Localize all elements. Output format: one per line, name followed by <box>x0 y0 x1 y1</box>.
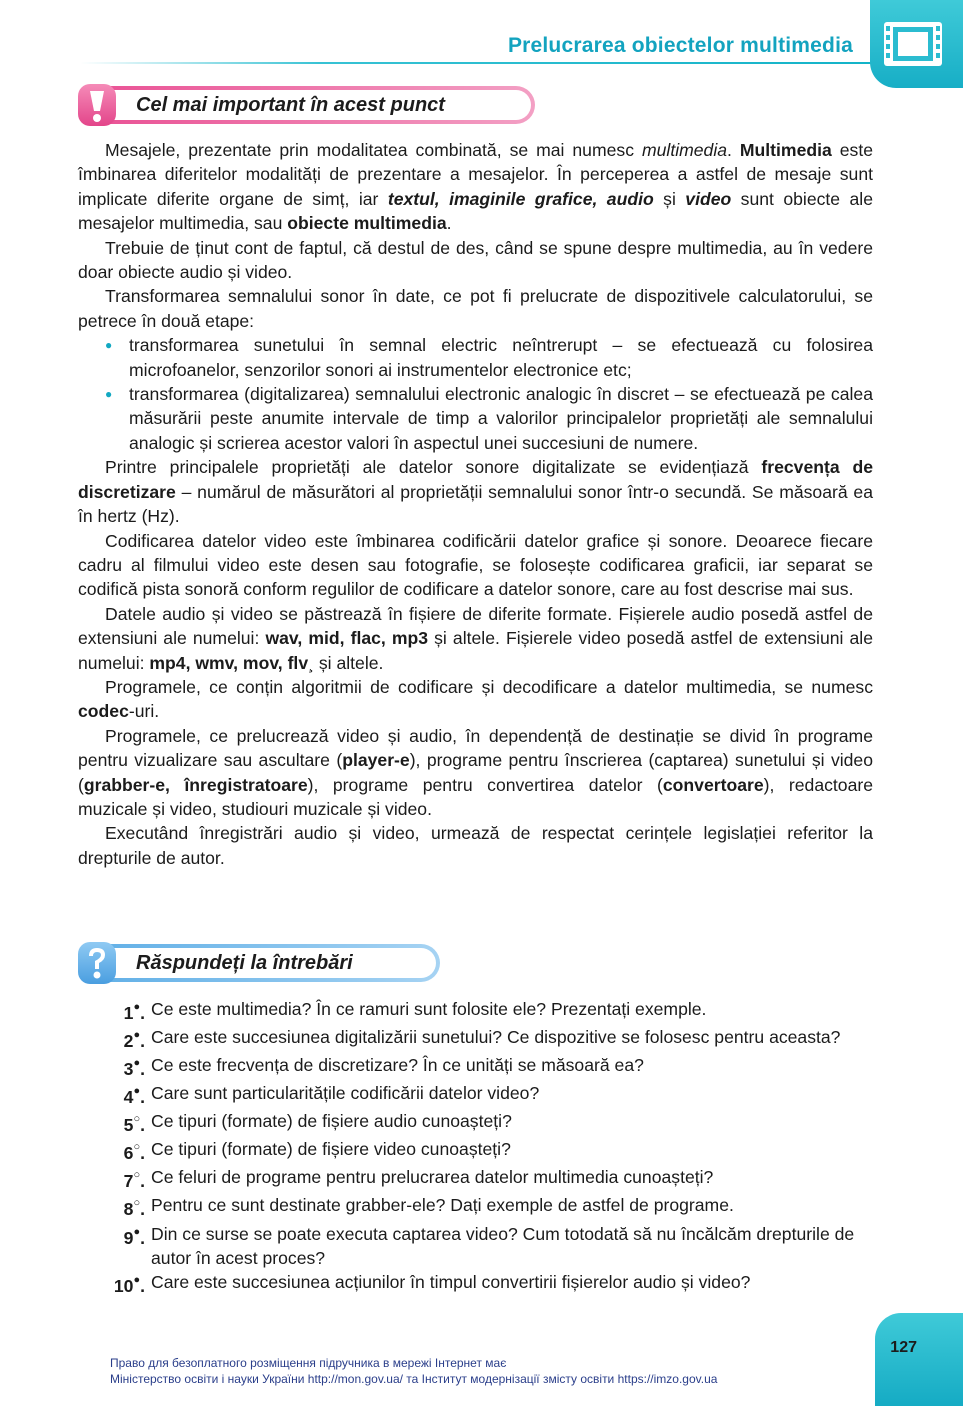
question-text: Care este succesiunea acțiunilor în timpul convertirii fișierelor audio și video? <box>151 1271 751 1292</box>
question-number: 8○. <box>123 1197 145 1220</box>
paragraphs-intro <box>78 138 873 333</box>
difficulty-mark-icon: ● <box>133 1001 141 1013</box>
paragraph: Trebuie de ținut cont de faptul, că destul de des, când se spune despre multimedia, au în vedere doar obiecte audio și video. <box>78 237 873 283</box>
difficulty-mark-icon: ● <box>133 1029 141 1042</box>
question-icon <box>78 942 116 984</box>
question-number: 10●. <box>113 1273 145 1296</box>
question-number: 5○. <box>123 1113 145 1136</box>
questions-banner <box>78 944 440 982</box>
paragraph: Programele, ce prelucrează video și audio, în dependență de destinație se divid în programe pentru vizualizare sau ascultare (player-e), programe pentru înscrierea (captarea) sunetului și video (grabber-e, înregistratoare), programe pentru convertirea datelor (convertoare), redactoare muzicale și video, studiouri muzicale și video. <box>78 725 874 819</box>
question-item <box>78 1137 873 1165</box>
chapter-title: Prelucrarea obiectelor multimedia <box>507 34 853 57</box>
question-number: 6○. <box>123 1141 145 1164</box>
footer-line-1: Право для безоплатного розміщення підручника в мережі Інтернет має <box>110 1356 507 1370</box>
question-item <box>78 1109 873 1137</box>
question-item <box>78 1270 873 1298</box>
paragraph: Printre principalele proprietăți ale datelor sonore digitalizate se evidențiază frecvența de discretizare – numărul de măsurători al proprietății semnalului sonor într-o secundă. Se măsoară ea în hertz (Hz). <box>78 457 873 527</box>
important-banner <box>78 86 535 124</box>
difficulty-mark-icon: ● <box>133 1085 141 1098</box>
bullet-item: ● transformarea (digitalizarea) semnalului electronic analogic în discret – se efectuează pe calea măsurării peste anumite intervale de timp a valorilor principalelor proprietăți ale semnalului analogic și scrierea acestor valori în aspectul unei succesiuni de numere. <box>129 382 873 455</box>
question-item <box>78 1165 873 1193</box>
question-text: Care este succesiunea digitalizării sunetului? Ce dispozitive se folosesc pentru aceasta? <box>151 1027 841 1048</box>
header-tab <box>870 0 963 88</box>
difficulty-mark-icon: ○ <box>133 1169 141 1182</box>
bullet-list <box>78 333 873 455</box>
bullet-item: ● transformarea sunetului în semnal electric neîntrerupt – se efectuează cu folosirea microfoanelor, senzorilor sonori ai instrumentelor electronice etc; <box>129 333 873 382</box>
question-item <box>78 1193 873 1221</box>
question-text: Pentru ce sunt destinate grabber-ele? Dați exemple de astfel de programe. <box>151 1195 734 1216</box>
paragraph: Mesajele, prezentate prin modalitatea combinată, se mai numesc multimedia. Multimedia este îmbinarea diferitelor modalități de prezentare a mesajelor. În perceperea a astfel de mesaje sunt implicate diferite organe de simț, iar textul, imaginile grafice, audio și video sunt obiecte ale mesajelor multimedia, sau obiecte multimedia. <box>78 140 874 234</box>
difficulty-mark-icon: ○ <box>133 1141 141 1154</box>
question-text: Din ce surse se poate executa captarea video? Cum totodată să nu încălcăm drepturile de autor în acest proces? <box>151 1223 855 1268</box>
question-item <box>78 1053 873 1081</box>
exclamation-icon <box>78 84 116 126</box>
question-number: 4●. <box>123 1085 145 1108</box>
question-item <box>78 1025 873 1053</box>
question-list <box>78 997 873 1298</box>
question-item <box>78 1081 873 1109</box>
paragraph: Programele, ce conțin algoritmii de codificare și decodificare a datelor multimedia, se numesc codec-uri. <box>78 676 873 722</box>
question-item <box>78 997 873 1025</box>
paragraph: Executând înregistrări audio și video, urmează de respectat cerințele legislației referitor la drepturile de autor. <box>78 823 873 868</box>
footer-line-2: Міністерство освіти і науки України http://mon.gov.ua/ та Інститут модернізації змісту освіти https://imzo.gov.ua <box>110 1371 718 1386</box>
question-text: Ce tipuri (formate) de fișiere audio cunoașteți? <box>151 1111 512 1132</box>
question-text: Ce feluri de programe pentru prelucrarea datelor multimedia cunoașteți? <box>151 1167 714 1188</box>
question-number: 9●. <box>123 1225 145 1248</box>
question-text: Ce tipuri (formate) de fișiere video cunoașteți? <box>151 1139 511 1160</box>
difficulty-mark-icon: ● <box>133 1273 141 1286</box>
header-rule <box>80 62 880 64</box>
page-tab <box>875 1313 963 1406</box>
paragraphs-main <box>78 455 873 870</box>
film-strip-icon <box>884 22 942 66</box>
page-number: 127 <box>890 1339 917 1356</box>
question-text: Ce este multimedia? În ce ramuri sunt folosite ele? Prezentați exemple. <box>151 999 707 1019</box>
main-text <box>78 138 873 870</box>
difficulty-mark-icon: ○ <box>133 1113 141 1126</box>
paragraph: Datele audio și video se păstrează în fișiere de diferite formate. Fișierele audio posedă astfel de extensiuni ale numelui: wav, mid, flac, mp3 și altele. Fișierele video posedă astfel de extensiuni ale numelui: mp4, wmv, mov, flv¸ și altele. <box>78 603 873 673</box>
difficulty-mark-icon: ● <box>133 1225 141 1238</box>
paragraph: Codificarea datelor video este îmbinarea codificării datelor grafice și sonore. Deoarece fiecare cadru al filmului video este desen sau fotografie, se folosește codificarea graficii, iar separat se codifică pista sonoră conform regulilor de codificare a datelor sonore, care au fost descrise mai sus. <box>78 530 873 600</box>
question-number: 2●. <box>123 1029 145 1051</box>
footer-notice <box>110 1356 717 1387</box>
important-banner-label: Cel mai important în acest punct <box>136 94 445 116</box>
difficulty-mark-icon: ○ <box>133 1197 141 1210</box>
question-number: 1●. <box>123 1001 145 1023</box>
question-text: Ce este frecvența de discretizare? În ce unități se măsoară ea? <box>151 1055 644 1076</box>
question-text: Care sunt particularitățile codificării datelor video? <box>151 1083 540 1104</box>
difficulty-mark-icon: ● <box>133 1057 141 1070</box>
question-number: 3●. <box>123 1057 145 1079</box>
questions-banner-label: Răspundeți la întrebări <box>136 952 353 974</box>
question-item <box>78 1222 873 1270</box>
paragraph: Transformarea semnalului sonor în date, ce pot fi prelucrate de dispozitivele calculatorului, se petrece în două etape: <box>78 286 873 331</box>
question-number: 7○. <box>123 1169 145 1192</box>
